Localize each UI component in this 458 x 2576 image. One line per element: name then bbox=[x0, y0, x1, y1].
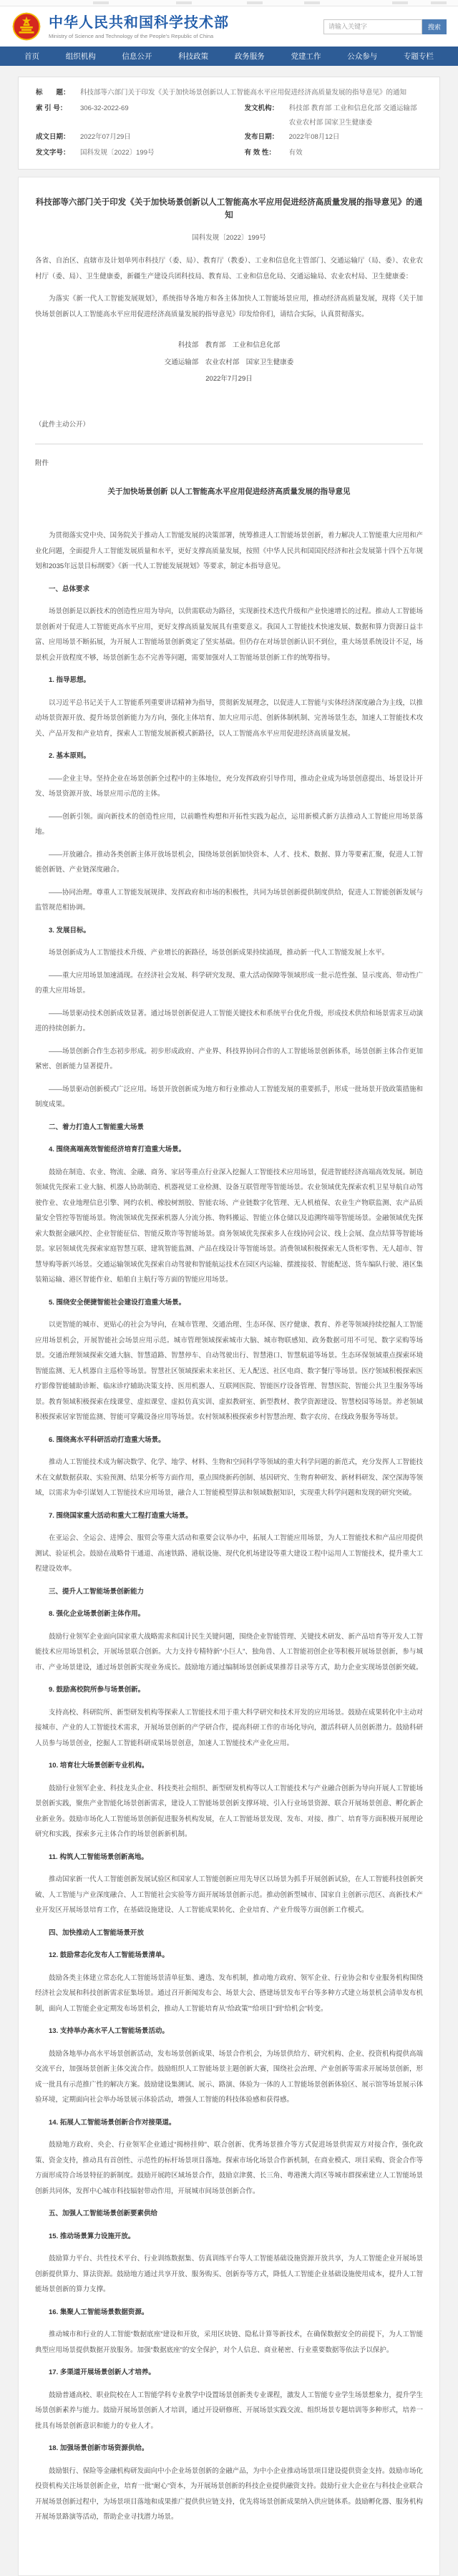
national-emblem-logo[interactable] bbox=[11, 11, 42, 42]
meta-index-label: 索 引 号： bbox=[36, 104, 67, 112]
meta-doc-no-label: 发文字号： bbox=[36, 149, 70, 157]
meta-doc-no-value: 国科发规〔2022〕199号 bbox=[80, 149, 155, 157]
meta-row-issuer bbox=[245, 102, 422, 130]
doc-para: 为落实《新一代人工智能发展规划》，系统指导各地方和各主体加快人工智能场景应用，推动经济高质量发展，现将《关于加快场景创新以人工智能高水平应用促进经济高质量发展的指导意见》印发给你们，请结合实际，认真贯彻落实。 bbox=[35, 295, 423, 318]
meta-publish-date-value: 2022年08月12日 bbox=[288, 133, 340, 141]
top-strip-fragment bbox=[392, 1, 408, 4]
meta-index-value: 306-32-2022-69 bbox=[80, 104, 129, 112]
doc-salutation: 各省、自治区、直辖市及计划单列市科技厅（委、局）、教育厅（教委）、工业和信息化主管部门、交通运输厅（局、委）、农业农村厅（委、局）、卫生健康委，新疆生产建设兵团科技局、教育局、工业和信息化局、交通运输局、农业农村局、卫生健康委： bbox=[35, 257, 423, 280]
site-subtitle: Ministry of Science and Technology of the People's Republic of China bbox=[49, 32, 214, 39]
doc-para: 鼓励地方政府、央企、行业领军企业通过“揭榜挂帅”、联合创新、优秀场景推介等方式促进场景供需双方对接合作，强化政策、资金支持，推动具有首创性、示范性的标杆场景项目落地。探索市场化场景合作新机制，在商业模式、项目采购、资金合作等方面形成符合场景特征的新制度。鼓励开展跨区域场景合作，鼓励京津冀、长三角、粤港澳大湾区等城市群探索建立人工智能场景创新共同体，发挥中心城市科技辐射带动作用，开展城市间场景创新合作。 bbox=[35, 2141, 423, 2195]
doc-h2: 11. 构筑人工智能场景创新高地。 bbox=[49, 1853, 148, 1861]
meta-issuer-value: 科技部 教育部 工业和信息化部 交通运输部 农业农村部 国家卫生健康委 bbox=[288, 104, 417, 127]
doc-h1: 四、加快推动人工智能场景开放 bbox=[49, 1928, 145, 1937]
nav-item-7[interactable]: 公众参与 bbox=[347, 52, 378, 61]
doc-para: 鼓励行业领军企业、科技龙头企业、科技类社会组织、新型研发机构等以人工智能技术与产业融合创新为导向开展人工智能场景创新实践，聚焦产业智能化场景创新需求，建设人工智能场景创新支撑环境、引入行业场景资源、联合开展场景创意、孵化新企业新业务。鼓励市场化人工智能场景创新促进服务机构发展，在人工智能场景发现、发布、对接、推广、培育等方面积极开展理论研究和实践，探索多元主体合作的场景创新新机制。 bbox=[35, 1784, 423, 1838]
doc-h2: 14. 拓展人工智能场景创新合作对接渠道。 bbox=[49, 2118, 176, 2127]
doc-sign: 2022年7月29日 bbox=[205, 375, 253, 383]
doc-para: ——场景驱动创新模式广泛应用。场景开放创新成为地方和行业推动人工智能发展的重要抓手，形成一批场景开放政策措施和制度成果。 bbox=[35, 1085, 423, 1108]
nav-item-5[interactable]: 政务服务 bbox=[234, 52, 265, 61]
doc-para: 鼓励普通高校、职业院校在人工智能学科专业教学中设置场景创新类专业课程，激发人工智能专业学生场景想象力，提升学生场景创新素养与能力。鼓励开展场景创新人才培训，通过开设研修班、开展场景实践交流、组织场景专题培训等多种形式，培养一批具有场景创新意识和能力的专业人才。 bbox=[35, 2391, 423, 2430]
top-strip bbox=[0, 0, 458, 6]
doc-sign: 交通运输部 农业农村部 国家卫生健康委 bbox=[164, 358, 294, 366]
top-strip-fragment bbox=[247, 1, 263, 4]
doc-h2: 7. 围绕国家重大活动和重大工程打造重大场景。 bbox=[49, 1511, 193, 1520]
doc-h2: 17. 多渠道开展场景创新人才培养。 bbox=[49, 2368, 155, 2376]
doc-para: ——重大应用场景加速涌现。在经济社会发展、科学研究发现、重大活动保障等领域形成一批示范性强、显示度高、带动性广的重大应用场景。 bbox=[35, 971, 423, 995]
doc-h2: 15. 推动场景算力设施开放。 bbox=[49, 2232, 135, 2240]
document-number: 国科发规〔2022〕199号 bbox=[192, 234, 266, 242]
top-strip-fragment bbox=[304, 1, 320, 4]
nav-item-8[interactable]: 专题专栏 bbox=[403, 52, 434, 61]
meta-issuer-label: 发文机构： bbox=[244, 104, 279, 112]
doc-para: 推动城市和行业的人工智能“数据底座”建设和开放，采用区块链、隐私计算等新技术，在确保数据安全的前提下，为人工智能典型应用场景提供数据开放服务。加强“数据底座”的安全保护，对个人信息、商业秘密、行业重要数据等依法予以保护。 bbox=[35, 2331, 423, 2354]
nav-item-3[interactable]: 信息公开 bbox=[122, 52, 152, 61]
meta-validity-label: 有 效 性： bbox=[244, 149, 276, 157]
doc-para: 鼓励各地举办高水平场景创新活动，发布场景创新成果、场景合作机会，为场景供给方、研究机构、企业、投资机构提供高端交流平台，加强场景创新主体交流合作。鼓励组织人工智能场景主题创新大赛，围绕社会治理、产业创新等需求开展场景创新，形成一批具有示范推广性的解决方案。鼓励建设集测试、展示、路演、体验为一体的人工智能场景创新体验区、展示馆等场景展示体验环境，定期面向社会举办场景展示体验活动，增强人工智能的科技体验感和获得感。 bbox=[35, 2049, 423, 2104]
site-title-group bbox=[49, 14, 323, 39]
doc-h2: 5. 围绕安全便捷智能社会建设打造重大场景。 bbox=[49, 1298, 186, 1307]
meta-written-date-label: 成文日期： bbox=[36, 133, 70, 141]
meta-row-index bbox=[36, 102, 245, 130]
doc-para: 鼓励行业领军企业面向国家重大战略需求和国计民生关键问题，围绕企业智能管理、关键技术研发、新产品培育等开发人工智能技术应用场景机会，开展场景联合创新。大力支持专精特新“小巨人”、独角兽、人工智能初创企业等积极开展场景创新，参与城市、产业场景建设，通过场景创新实现业务成长。鼓励地方通过编制场景创新成果推荐目录等方式，助力企业实现场景创新突破。 bbox=[35, 1632, 423, 1672]
search-button[interactable]: 搜索 bbox=[422, 19, 447, 34]
doc-h1: 三、提升人工智能场景创新能力 bbox=[49, 1587, 145, 1596]
doc-h2: 1. 指导思想。 bbox=[49, 676, 91, 684]
meta-row-written-date bbox=[36, 130, 245, 146]
meta-publish-date-label: 发布日期： bbox=[244, 133, 279, 141]
meta-row-validity bbox=[245, 146, 422, 162]
top-strip-fragment bbox=[431, 1, 447, 4]
doc-para: ——场景创新合作生态初步形成。初步形成政府、产业界、科技界协同合作的人工智能场景创新体系，场景创新主体合作更加紧密、创新能力显著提升。 bbox=[35, 1047, 423, 1070]
meta-title-value: 科技部等六部门关于印发《关于加快场景创新以人工智能高水平应用促进经济高质量发展的指导意见》的通知 bbox=[80, 89, 407, 97]
doc-h2: 4. 围绕高端高效智能经济培育打造重大场景。 bbox=[49, 1146, 186, 1153]
doc-h2: 6. 围绕高水平科研活动打造重大场景。 bbox=[49, 1435, 165, 1444]
doc-para: 支持高校、科研院所、新型研发机构等探索人工智能技术用于重大科学研究和技术开发的应用场景。鼓励在成果转化中主动对接城市、产业的人工智能技术需求，开展场景创新的产学研合作，提高科研工作的市场化导向，激活科研人员创新潜力。鼓励科研人员参与场景创业，挖掘人工智能科研成果场景创意，加速人工智能技术产业化应用。 bbox=[35, 1708, 423, 1747]
doc-para: 为贯彻落实党中央、国务院关于推动人工智能发展的决策部署，统筹推进人工智能场景创新，着力解决人工智能重大应用和产业化问题，全面提升人工智能发展质量和水平，更好支撑高质量发展，按照《中华人民共和国国民经济和社会发展第十四个五年规划和2035年远景目标纲要》《新一代人工智能发展规划》等要求，制定本指导意见。 bbox=[35, 532, 423, 570]
meta-validity-value: 有效 bbox=[288, 149, 303, 157]
doc-para: ——开放融合。推动各类创新主体开放场景机会，围绕场景创新加快资本、人才、技术、数据、算力等要素汇聚，促进人工智能创新链、产业链深度融合。 bbox=[35, 850, 423, 874]
meta-row-doc-no bbox=[36, 146, 245, 162]
nav-item-1[interactable]: 首页 bbox=[24, 52, 39, 61]
doc-para: ——创新引领。面向新技术的创造性应用，以前瞻性构想和开拓性实践为起点，运用新模式新方法推动人工智能应用场景落地。 bbox=[35, 812, 423, 836]
search-input[interactable] bbox=[323, 19, 422, 34]
doc-h1: 一、总体要求 bbox=[49, 585, 90, 593]
doc-h2: 10. 培育壮大场景创新专业机构。 bbox=[49, 1762, 149, 1770]
doc-h2: 9. 鼓励高校院所参与场景创新。 bbox=[49, 1686, 145, 1694]
doc-h2: 16. 集聚人工智能场景数据资源。 bbox=[49, 2308, 149, 2316]
doc-para: 鼓励银行、保险等金融机构研发面向中小企业场景创新的金融产品，为中小企业推动场景项目建设提供资金支持。鼓励市场化投资机构关注场景创新企业，培育一批“耐心”资本，为开展场景创新的科技企业提供融资支持。鼓励行业大企业在与科技企业联合开展场景创新过程中，为场景项目落地和成果推广提供供应链支持，优先将场景创新成果纳入供应链体系。鼓励孵化器、服务机构开展场景路演等活动，帮助企业寻找潜力场景。 bbox=[35, 2467, 423, 2521]
doc-para: 在亚运会、全运会、进博会、服贸会等重大活动和重要会议举办中，拓展人工智能应用场景，为人工智能技术和产品应用提供测试、验证机会。鼓励在战略骨干通道、高速铁路、港航设施、现代化机场建设等重大建设工程中运用人工智能技术，提升重大工程建设效率。 bbox=[35, 1534, 423, 1573]
doc-para: 推动人工智能技术成为解决数学、化学、地学、材料、生物和空间科学等领域的重大科学问题的新范式，充分发挥人工智能技术在文献数据获取、实验预测、结果分析等方面作用，重点围绕新药创制、基因研究、生物育种研发、新材料研发、深空深海等领域，以需求为牵引谋划人工智能技术应用场景，融合人工智能模型算法和领域数据知识，实现重大科学问题和发现的研究突破。 bbox=[35, 1458, 423, 1497]
doc-h2: 12. 鼓励常态化发布人工智能场景清单。 bbox=[49, 1951, 169, 1959]
doc-para: ——企业主导。坚持企业在场景创新全过程中的主体地位，充分发挥政府引导作用，推动企业成为场景创意提出、场景设计开发、场景资源开放、场景应用示范的主体。 bbox=[35, 774, 423, 798]
top-strip-fragment bbox=[93, 1, 109, 4]
doc-para: 推动国家新一代人工智能创新发展试验区和国家人工智能创新应用先导区以场景为抓手开展创新试验，在人工智能科技创新突破、人工智能与产业深度融合、人工智能社会实验等方面开展场景创新示范。推动创新型城市、国家自主创新示范区、高新技术产业开发区开展场景培育工作，在基础设施建设、人工智能成果转化、企业培育、产业升级等方面创新工作模式。 bbox=[35, 1875, 423, 1914]
doc-attach-title: 关于加快场景创新 以人工智能高水平应用促进经济高质量发展的指导意见 bbox=[107, 487, 351, 496]
doc-para: 场景创新是以新技术的创造性应用为导向，以供需联动为路径，实现新技术迭代升级和产业快速增长的过程。推动人工智能场景创新对于促进人工智能更高水平应用，更好支撑高质量发展具有重要意义。我国人工智能技术快速发展、数据和算力资源日益丰富、应用场景不断拓展，为开展人工智能场景创新奠定了坚实基础。但仍存在对场景创新认识不到位，重大场景系统设计不足，场景机会开放程度不够，场景创新生态不完善等问题，需要加强对人工智能场景创新工作的统筹指导。 bbox=[35, 608, 423, 662]
doc-h2: 2. 基本原则。 bbox=[49, 752, 91, 760]
meta-row-publish-date bbox=[245, 130, 422, 146]
doc-h1: 五、加强人工智能场景创新要素供给 bbox=[49, 2210, 158, 2218]
doc-attach-label: 附件 bbox=[35, 459, 49, 467]
doc-para: ——协同治理。尊重人工智能发展规律、发挥政府和市场的积极性，共同为场景创新提供制度供给，促进人工智能创新发展与监管规范相协调。 bbox=[35, 888, 423, 912]
meta-row-title bbox=[36, 86, 422, 102]
site-header bbox=[0, 6, 458, 47]
doc-h1: 二、着力打造人工智能重大场景 bbox=[49, 1123, 145, 1131]
meta-title-label: 标 题： bbox=[36, 89, 70, 97]
document-card bbox=[18, 177, 440, 2576]
doc-para: 以更智能的城市、更贴心的社会为导向，在城市管理、交通治理、生态环保、医疗健康、教育、养老等领域持续挖掘人工智能应用场景机会，开展智能社会场景应用示范。城市管理领域探索城市大脑、城市物联感知、政务数据可用不可见、数字采购等场景。交通治理领域探索交通大脑、智慧道路、智慧停车、自动驾驶出行、智慧港口、智慧航道等场景。生态环保领域重点探索环境智能监测、无人机器自主巡检等场景。智慧社区领域探索未来社区、无人配送、社区电商、数字餐厅等场景。医疗领域积极探索医疗影像智能辅助诊断、临床诊疗辅助决策支持、医用机器人、互联网医院、智能医疗设备管理、智慧医院、智能公共卫生服务等场景。教育领域积极探索在线课堂、虚拟课堂、虚拟仿真实训、虚拟教研室、新型教材、教学资源建设、智慧校园等场景。养老领域积极探索居家智能监测、智能可穿戴设备应用等场景。农村领域积极探索乡村智慧治理、数字农房、在线政务服务等场景。 bbox=[35, 1321, 423, 1421]
doc-note: （此件主动公开） bbox=[35, 420, 90, 429]
doc-h2: 18. 加强场景创新市场资源供给。 bbox=[49, 2444, 149, 2452]
search-box bbox=[323, 19, 447, 34]
doc-para: 鼓励算力平台、共性技术平台、行业训练数据集、仿真训练平台等人工智能基础设施资源开放共享，为人工智能企业开展场景创新提供算力、算法资源。鼓励地方通过共享开放、服务购买、创新券等方式，降低人工智能企业基础设施使用成本，提升人工智能场景创新的算力支撑。 bbox=[35, 2255, 423, 2293]
doc-h2: 3. 发展目标。 bbox=[49, 926, 91, 935]
meta-card bbox=[18, 77, 440, 170]
document-body bbox=[35, 253, 423, 2525]
top-strip-fragment bbox=[176, 1, 192, 4]
nav bbox=[0, 47, 458, 66]
doc-para: 以习近平总书记关于人工智能系列重要讲话精神为指导，贯彻新发展理念，以促进人工智能与实体经济深度融合为主线，以推动场景资源开放、提升场景创新能力为方向，强化主体培育、加大应用示范、创新体制机制、完善场景生态，加速人工智能技术攻关、产品开发和产业培育，探索人工智能发展新模式新路径，以人工智能高水平应用促进经济高质量发展。 bbox=[35, 698, 423, 738]
nav-item-6[interactable]: 党建工作 bbox=[291, 52, 321, 61]
doc-para: 鼓励在制造、农业、物流、金融、商务、家居等重点行业深入挖掘人工智能技术应用场景，促进智能经济高端高效发展。制造领域优先探索工业大脑、机器人协助制造、机器视觉工业检测、设备互联管理等智能场景。农业领域优先探索农机卫星导航自动驾驶作业、农业地理信息引擎、网约农机、橡胶树割胶、智能农场、产业链数字化管理、无人机植保、农业生产物联监测、农产品质量安全管控等智能场景。物流领域优先探索机器人分流分拣、物料搬运、智能立体仓储以及追溯终端等智能场景。金融领域优先探索大数据金融风控、企业智能征信、智能反欺诈等智能场景。商务领域优先探索多人在线协同会议、线上会展、盘点结算等智能场景。家居领域优先探索家庭智慧互联、建筑智能监测、产品在线设计等智能场景。消费领域积极探索无人货柜零售、无人超市、智慧导购等新兴场景。交通运输领域优先探索自动驾驶和智能航运技术在园区内运输、摆渡接驳、智能配送、货车编队行驶、港区集装箱运输、港区智能作业、船舶自主航行等方面的智能应用场景。 bbox=[35, 1168, 423, 1284]
document-title: 科技部等六部门关于印发《关于加快场景创新以人工智能高水平应用促进经济高质量发展的指导意见》的通知 bbox=[35, 198, 423, 220]
doc-h2: 8. 强化企业场景创新主体作用。 bbox=[49, 1610, 145, 1618]
doc-para: 场景创新成为人工智能技术升级、产业增长的新路径，场景创新成果持续涌现，推动新一代人工智能发展上水平。 bbox=[49, 949, 389, 957]
nav-item-4[interactable]: 科技政策 bbox=[178, 52, 209, 61]
nav-item-2[interactable]: 组织机构 bbox=[65, 52, 96, 61]
doc-sign-first: 科技部 教育部 工业和信息化部 bbox=[177, 341, 281, 349]
doc-para: 鼓励各类主体建立常态化人工智能场景清单征集、遴选、发布机制，推动地方政府、领军企业、行业协会和专业服务机构围绕经济社会发展和科技创新需求征集场景。通过召开新闻发布会、场景大会、搭建场景发布平台等多种方式建立场景机会清单发布机制，面向人工智能企业定期发布场景机会，推动人工智能培育从“给政策”“给项目”到“给机会”转变。 bbox=[35, 1974, 423, 2013]
meta-written-date-value: 2022年07月29日 bbox=[80, 133, 131, 141]
doc-h2: 13. 支持举办高水平人工智能场景活动。 bbox=[49, 2027, 169, 2035]
site-title: 中华人民共和国科学技术部 bbox=[49, 14, 229, 31]
doc-para: ——场景驱动技术创新成效显著。通过场景创新促进人工智能关键技术和系统平台优化升级，形成技术供给和场景需求互动演进的持续创新力。 bbox=[35, 1009, 423, 1033]
